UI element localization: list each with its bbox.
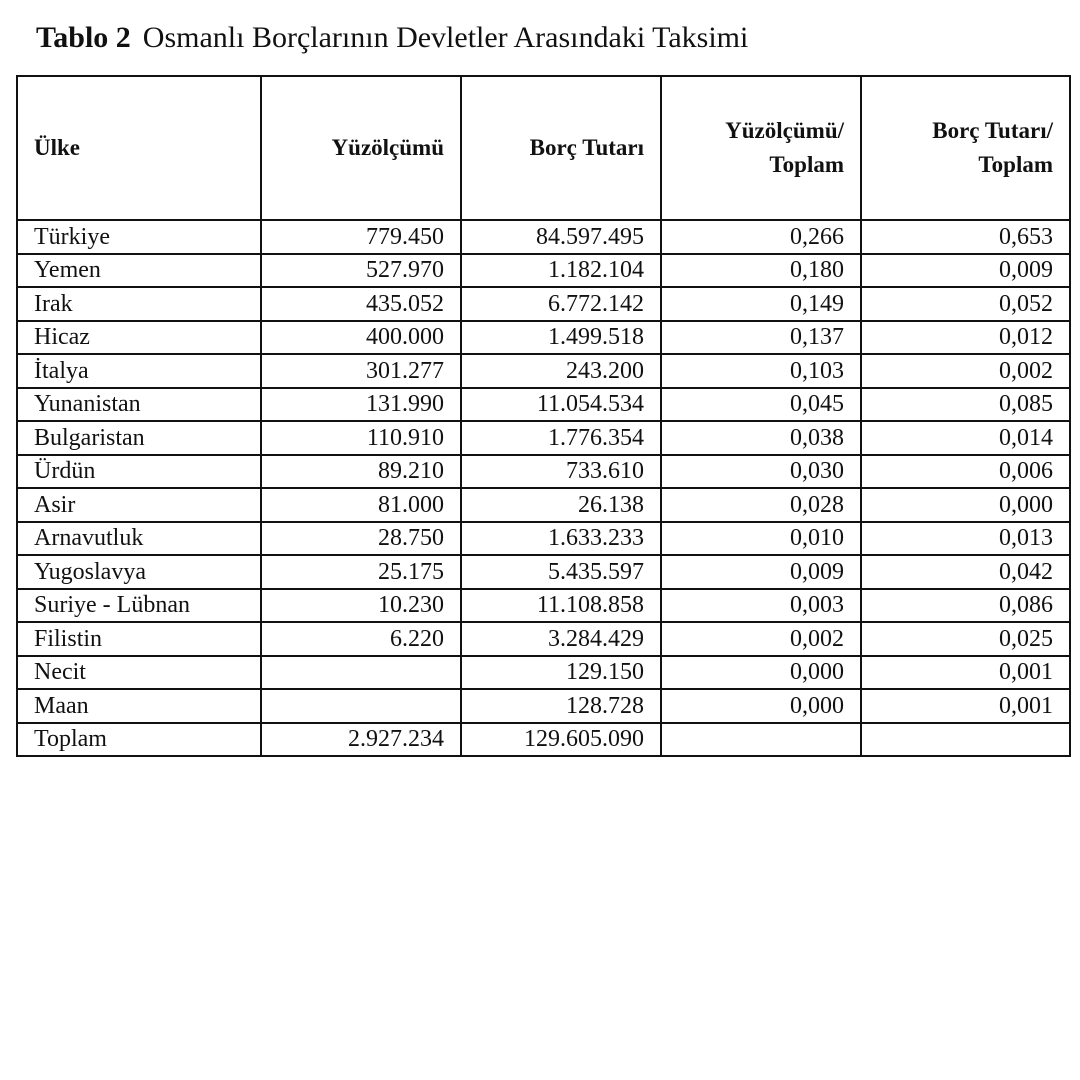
cell-debt: 26.138 xyxy=(461,488,661,522)
cell-area-ratio xyxy=(661,723,861,757)
cell-debt: 3.284.429 xyxy=(461,622,661,656)
header-debt-ratio: Borç Tutarı/ Toplam xyxy=(861,76,1070,220)
cell-debt-ratio: 0,009 xyxy=(861,254,1070,288)
cell-debt: 129.150 xyxy=(461,656,661,690)
cell-debt: 243.200 xyxy=(461,354,661,388)
cell-area-ratio: 0,180 xyxy=(661,254,861,288)
cell-country: Filistin xyxy=(17,622,261,656)
cell-area xyxy=(261,689,461,723)
cell-area: 301.277 xyxy=(261,354,461,388)
cell-area: 81.000 xyxy=(261,488,461,522)
cell-debt: 6.772.142 xyxy=(461,287,661,321)
cell-country: Bulgaristan xyxy=(17,421,261,455)
cell-country: Ürdün xyxy=(17,455,261,489)
cell-area-ratio: 0,003 xyxy=(661,589,861,623)
cell-debt-ratio: 0,086 xyxy=(861,589,1070,623)
cell-country: Türkiye xyxy=(17,220,261,254)
table-row xyxy=(17,287,1070,321)
debt-distribution-table xyxy=(16,75,1071,757)
cell-debt-ratio: 0,006 xyxy=(861,455,1070,489)
cell-country: Toplam xyxy=(17,723,261,757)
table-header-row xyxy=(17,76,1070,220)
cell-area-ratio: 0,000 xyxy=(661,689,861,723)
cell-area: 435.052 xyxy=(261,287,461,321)
cell-debt: 11.054.534 xyxy=(461,388,661,422)
table-row xyxy=(17,689,1070,723)
table-row xyxy=(17,455,1070,489)
cell-debt: 1.776.354 xyxy=(461,421,661,455)
cell-area: 28.750 xyxy=(261,522,461,556)
cell-country: Irak xyxy=(17,287,261,321)
cell-area-ratio: 0,028 xyxy=(661,488,861,522)
cell-area-ratio: 0,009 xyxy=(661,555,861,589)
table-row xyxy=(17,622,1070,656)
cell-area-ratio: 0,266 xyxy=(661,220,861,254)
table-row xyxy=(17,589,1070,623)
cell-area: 6.220 xyxy=(261,622,461,656)
table-row xyxy=(17,354,1070,388)
cell-country: Suriye - Lübnan xyxy=(17,589,261,623)
cell-area: 89.210 xyxy=(261,455,461,489)
table-row xyxy=(17,388,1070,422)
cell-area: 131.990 xyxy=(261,388,461,422)
cell-area-ratio: 0,002 xyxy=(661,622,861,656)
cell-area: 400.000 xyxy=(261,321,461,355)
cell-debt-ratio: 0,653 xyxy=(861,220,1070,254)
cell-area-ratio: 0,149 xyxy=(661,287,861,321)
header-area-ratio: Yüzölçümü/ Toplam xyxy=(661,76,861,220)
cell-debt: 128.728 xyxy=(461,689,661,723)
cell-country: Arnavutluk xyxy=(17,522,261,556)
cell-country: Maan xyxy=(17,689,261,723)
table-row xyxy=(17,656,1070,690)
cell-area: 110.910 xyxy=(261,421,461,455)
table-row xyxy=(17,555,1070,589)
cell-area-ratio: 0,030 xyxy=(661,455,861,489)
table-row xyxy=(17,488,1070,522)
cell-debt-ratio: 0,001 xyxy=(861,656,1070,690)
cell-debt-ratio: 0,013 xyxy=(861,522,1070,556)
cell-debt-ratio: 0,014 xyxy=(861,421,1070,455)
cell-country: Yemen xyxy=(17,254,261,288)
cell-area xyxy=(261,656,461,690)
cell-area-ratio: 0,000 xyxy=(661,656,861,690)
table-row xyxy=(17,220,1070,254)
cell-debt-ratio xyxy=(861,723,1070,757)
header-area: Yüzölçümü xyxy=(261,76,461,220)
cell-country: Yunanistan xyxy=(17,388,261,422)
cell-debt-ratio: 0,052 xyxy=(861,287,1070,321)
cell-debt: 11.108.858 xyxy=(461,589,661,623)
cell-country: Asir xyxy=(17,488,261,522)
cell-debt-ratio: 0,025 xyxy=(861,622,1070,656)
cell-area-ratio: 0,137 xyxy=(661,321,861,355)
cell-area-ratio: 0,038 xyxy=(661,421,861,455)
table-row xyxy=(17,522,1070,556)
table-number: Tablo 2 xyxy=(36,21,131,54)
cell-debt-ratio: 0,042 xyxy=(861,555,1070,589)
cell-country: Yugoslavya xyxy=(17,555,261,589)
header-debt: Borç Tutarı xyxy=(461,76,661,220)
cell-country: Necit xyxy=(17,656,261,690)
cell-area: 2.927.234 xyxy=(261,723,461,757)
cell-country: İtalya xyxy=(17,354,261,388)
cell-debt: 5.435.597 xyxy=(461,555,661,589)
table-row xyxy=(17,421,1070,455)
cell-area: 779.450 xyxy=(261,220,461,254)
cell-debt-ratio: 0,000 xyxy=(861,488,1070,522)
table-row xyxy=(17,723,1070,757)
table-row xyxy=(17,254,1070,288)
cell-debt: 1.633.233 xyxy=(461,522,661,556)
table-caption xyxy=(36,18,748,58)
cell-debt-ratio: 0,001 xyxy=(861,689,1070,723)
table-row xyxy=(17,321,1070,355)
cell-area: 10.230 xyxy=(261,589,461,623)
cell-area-ratio: 0,045 xyxy=(661,388,861,422)
cell-debt: 1.499.518 xyxy=(461,321,661,355)
cell-area-ratio: 0,103 xyxy=(661,354,861,388)
cell-debt-ratio: 0,085 xyxy=(861,388,1070,422)
cell-area: 25.175 xyxy=(261,555,461,589)
cell-debt: 733.610 xyxy=(461,455,661,489)
cell-debt: 84.597.495 xyxy=(461,220,661,254)
cell-debt-ratio: 0,012 xyxy=(861,321,1070,355)
cell-area: 527.970 xyxy=(261,254,461,288)
cell-debt-ratio: 0,002 xyxy=(861,354,1070,388)
cell-debt: 1.182.104 xyxy=(461,254,661,288)
header-country: Ülke xyxy=(17,76,261,220)
cell-debt: 129.605.090 xyxy=(461,723,661,757)
cell-country: Hicaz xyxy=(17,321,261,355)
cell-area-ratio: 0,010 xyxy=(661,522,861,556)
table-title: Osmanlı Borçlarının Devletler Arasındaki Taksimi xyxy=(142,21,749,54)
